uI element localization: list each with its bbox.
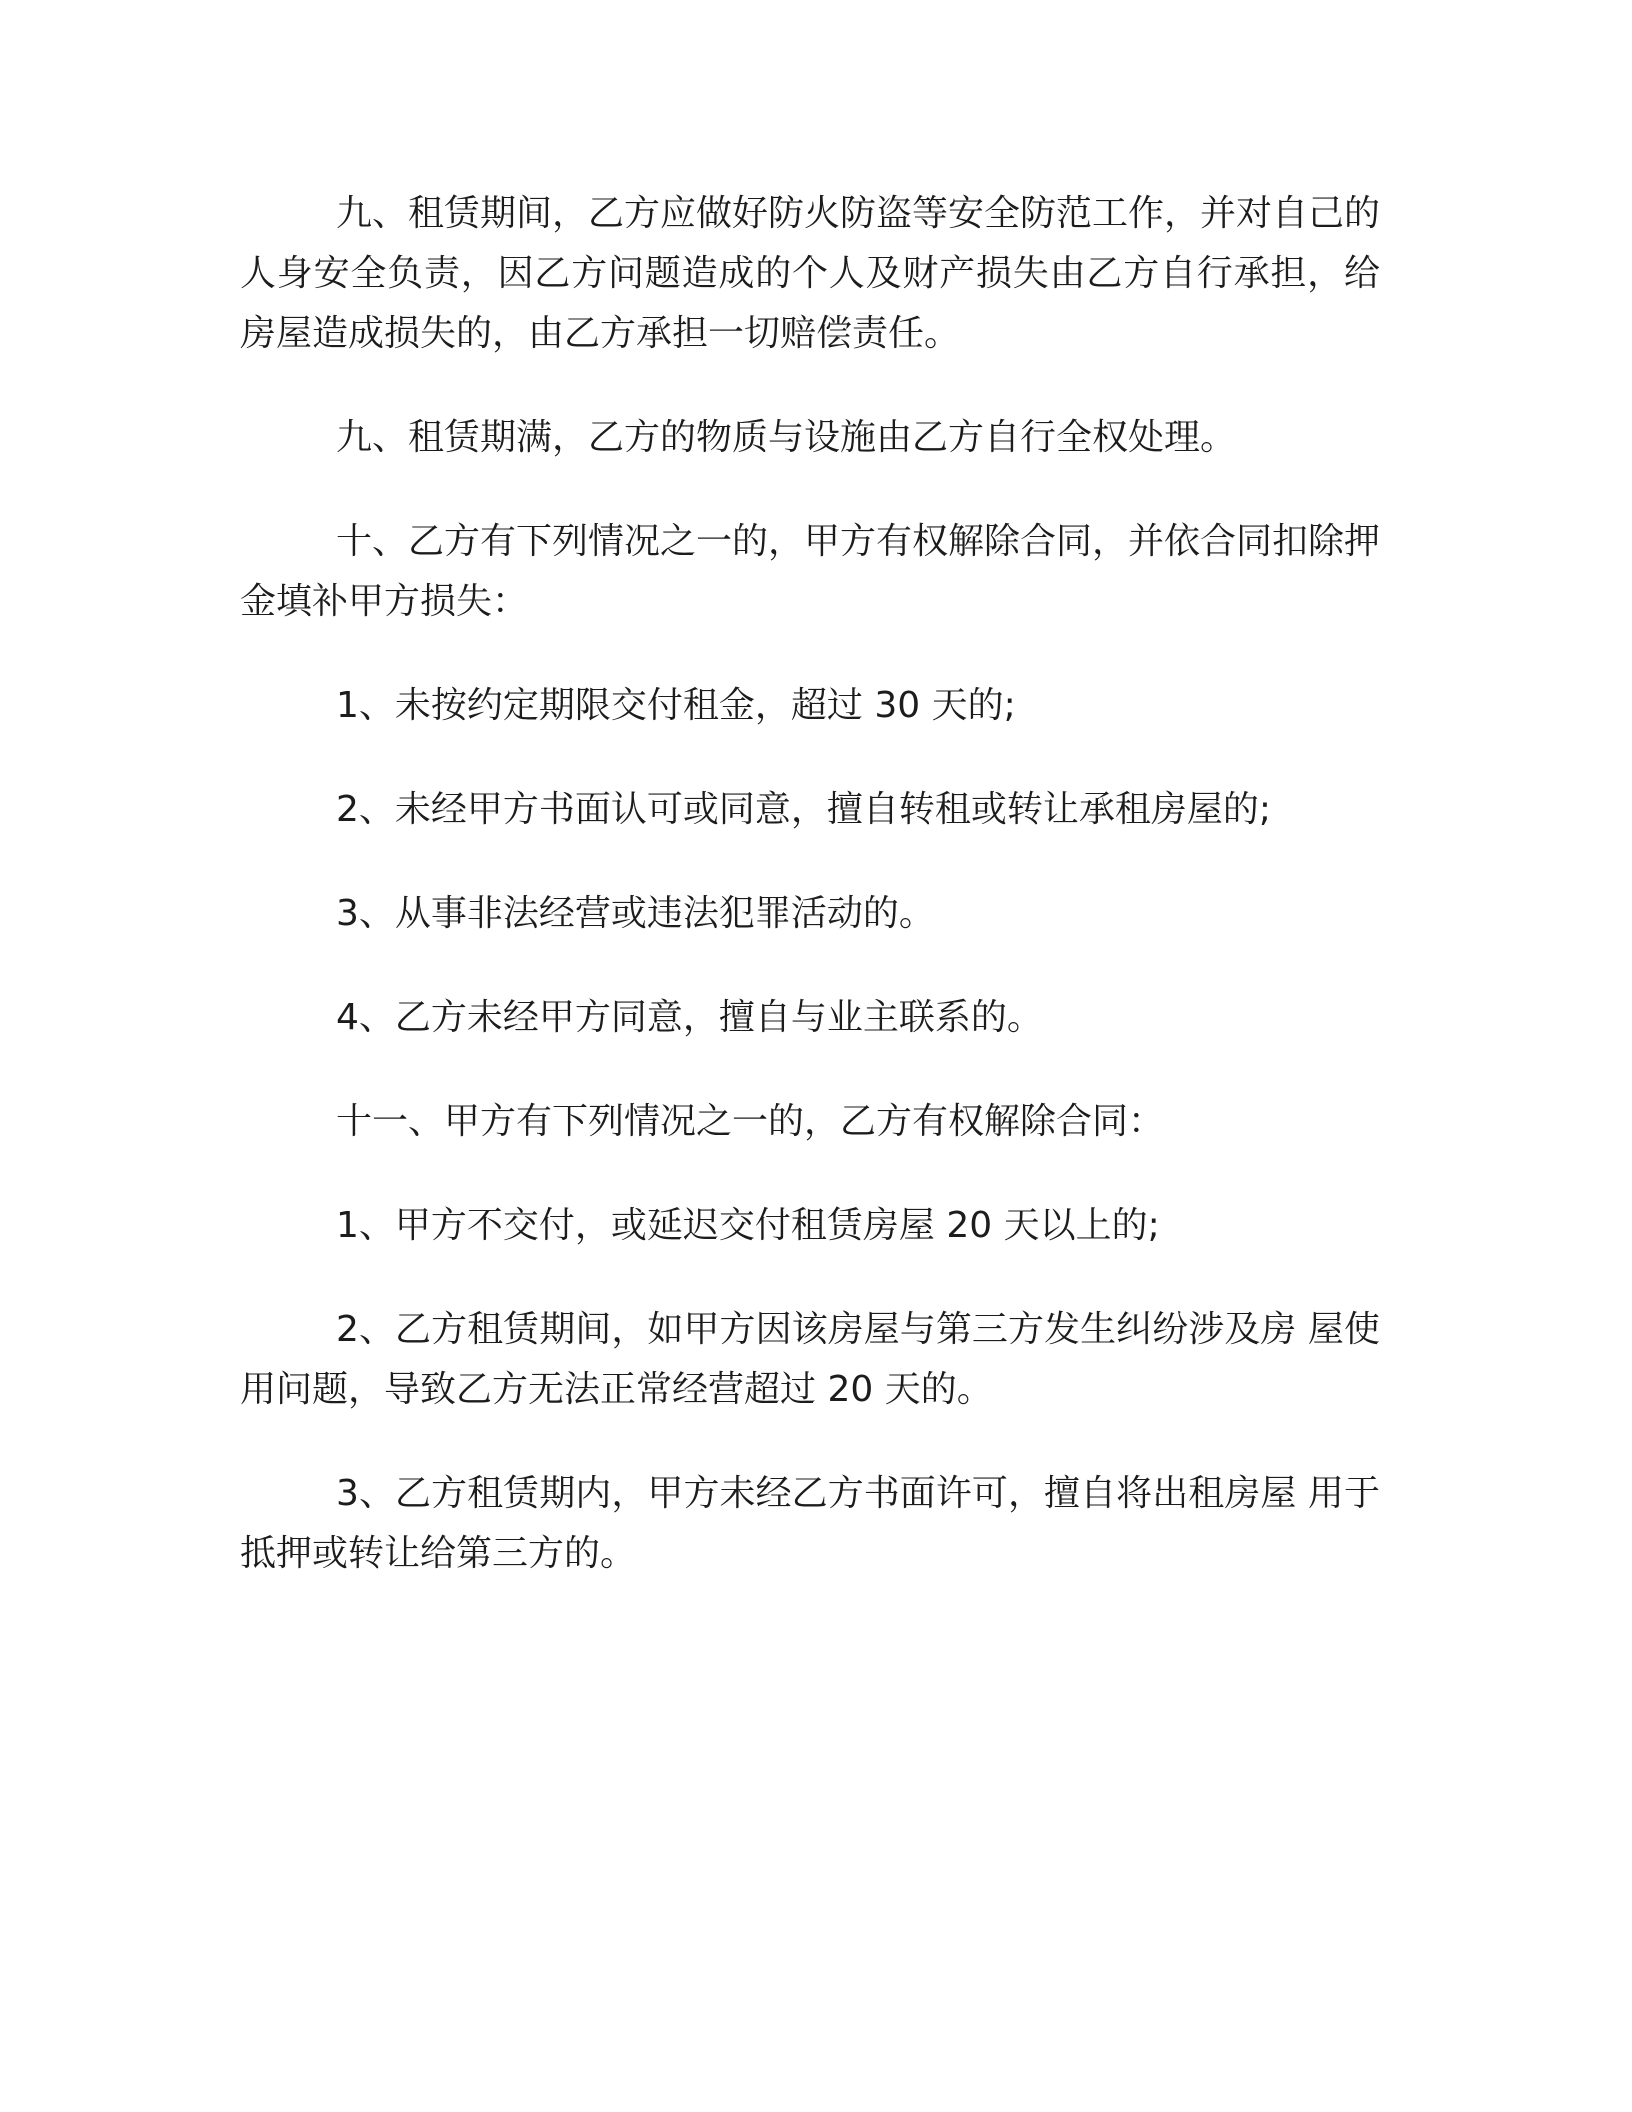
clause-10-item-4: 4、乙方未经甲方同意，擅自与业主联系的。 (336, 997, 1043, 1038)
clause-11-item-1: 1、甲方不交付，或延迟交付租赁房屋 20 天以上的; (336, 1205, 1160, 1246)
document-body (240, 184, 1380, 1628)
clause-10-heading: 十、乙方有下列情况之一的，甲方有权解除合同，并依合同扣除押金填补甲方损失： (240, 521, 1381, 622)
clause-10-item-3: 3、从事非法经营或违法犯罪活动的。 (336, 893, 935, 934)
clause-11-item-2: 2、乙方租赁期间，如甲方因该房屋与第三方发生纠纷涉及房 屋使用问题，导致乙方无法正常经营超过 20 天的。 (240, 1309, 1380, 1410)
clause-11-heading: 十一、甲方有下列情况之一的，乙方有权解除合同： (336, 1101, 1165, 1142)
clause-10-item-1: 1、未按约定期限交付租金，超过 30 天的; (336, 685, 1016, 726)
clause-10-item-2: 2、未经甲方书面认可或同意，擅自转租或转让承租房屋的; (336, 789, 1272, 830)
clause-9-expiry: 九、租赁期满，乙方的物质与设施由乙方自行全权处理。 (336, 417, 1237, 458)
clause-9-safety: 九、租赁期间，乙方应做好防火防盗等安全防范工作，并对自己的人身安全负责，因乙方问题造成的个人及财产损失由乙方自行承担，给房屋造成损失的，由乙方承担一切赔偿责任。 (240, 193, 1381, 354)
clause-11-item-3: 3、乙方租赁期内，甲方未经乙方书面许可，擅自将出租房屋 用于抵押或转让给第三方的。 (240, 1473, 1380, 1574)
